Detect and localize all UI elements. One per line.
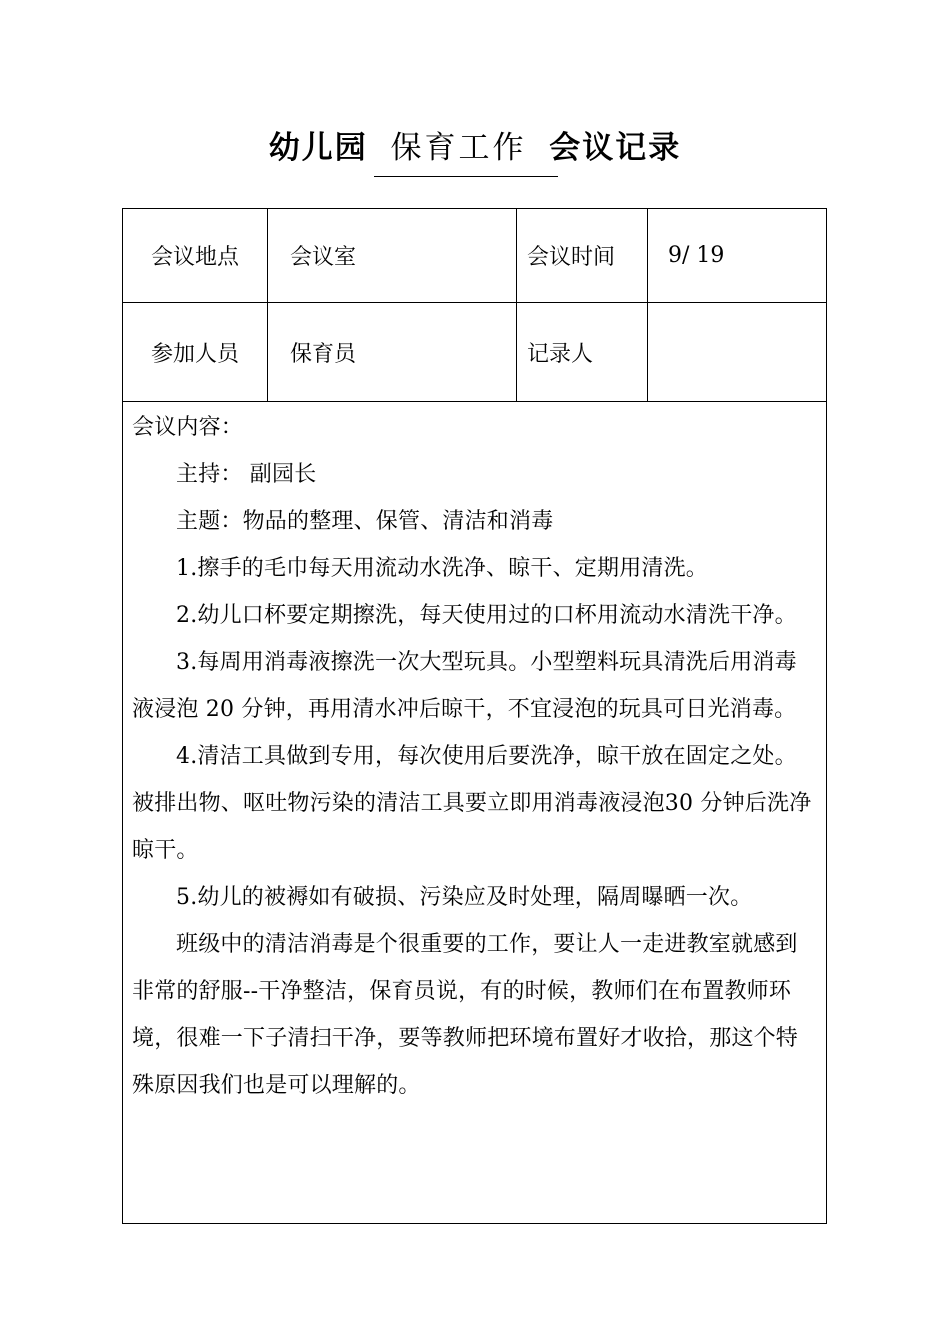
table-row-attendees-recorder [123, 303, 826, 402]
content-paragraph: 4.清洁工具做到专用，每次使用后要洗净，晾干放在固定之处。被排出物、呕吐物污染的清洁工具要立即用消毒液浸泡30 分钟后洗净晾干。 [132, 744, 812, 863]
title-suffix: 会议记录 [549, 130, 682, 166]
document-title [0, 122, 950, 167]
attendees-label: 参加人员 [123, 303, 268, 401]
title-topic: 保育工作 [390, 130, 527, 166]
content-paragraph: 2.幼儿口杯要定期擦洗，每天使用过的口杯用流动水清洗干净。 [176, 603, 797, 628]
recorder-value [648, 303, 828, 401]
table-row-location-time [123, 209, 826, 303]
content-paragraph: 主题：物品的整理、保管、清洁和消毒 [176, 509, 554, 534]
title-underline [374, 176, 558, 177]
location-value: 会议室 [268, 209, 517, 302]
content-paragraph: 3.每周用消毒液擦洗一次大型玩具。小型塑料玩具清洗后用消毒液浸泡 20 分钟，再用清水冲后晾干，不宜浸泡的玩具可日光消毒。 [132, 650, 797, 722]
content-paragraph: 5.幼儿的被褥如有破损、污染应及时处理，隔周曝晒一次。 [176, 885, 753, 910]
time-value: 9/ 19 [668, 243, 725, 268]
location-label: 会议地点 [123, 209, 268, 302]
meeting-record-table [122, 208, 827, 1224]
content-paragraph: 班级中的清洁消毒是个很重要的工作，要让人一走进教室就感到非常的舒服--干净整洁，保育员说，有的时候，教师们在布置教师环境，很难一下子清扫干净，要等教师把环境布置好才收拾，那这个特殊原因我们也是可以理解的。 [132, 932, 799, 1098]
content-heading: 会议内容： [132, 415, 244, 440]
attendees-value: 保育员 [268, 303, 517, 401]
meeting-content [123, 402, 826, 1109]
time-label: 会议时间 [517, 209, 648, 302]
content-paragraph: 主持： 副园长 [176, 462, 317, 487]
title-prefix: 幼儿园 [268, 130, 368, 166]
recorder-label: 记录人 [517, 303, 648, 401]
content-paragraph: 1.擦手的毛巾每天用流动水洗净、晾干、定期用清洗。 [176, 556, 708, 581]
